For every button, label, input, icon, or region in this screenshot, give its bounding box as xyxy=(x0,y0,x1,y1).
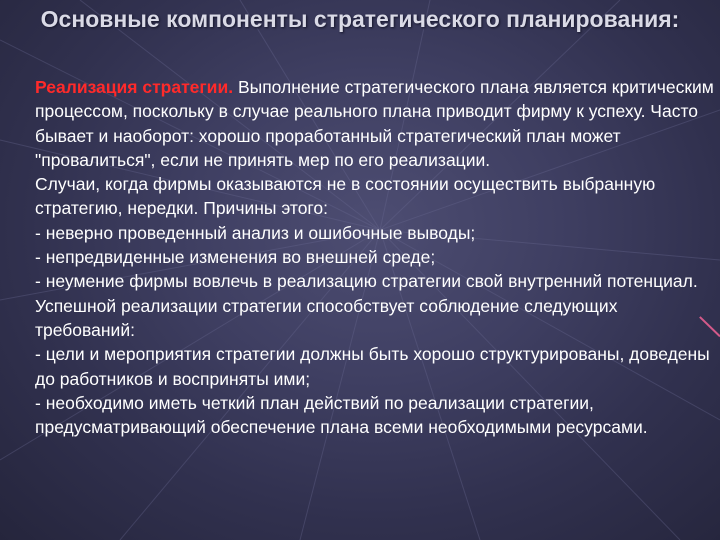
slide-body xyxy=(18,75,714,439)
list-item: - непредвиденные изменения во внешней среде; xyxy=(35,247,436,268)
intro-paragraph xyxy=(18,75,714,172)
term-strategy-implementation: Реализация стратегии. xyxy=(35,77,234,97)
slide-title: Основные компоненты стратегического планирования: xyxy=(40,6,680,32)
intro-text: Выполнение стратегического плана является критическим процессом, поскольку в случае реального плана приводит фирму к успеху. Часто бывает и наоборот: хорошо проработанный стратегический план может "провалиться", если не принять мер по его реализации. xyxy=(35,77,714,170)
failure-paragraph: Случаи, когда фирмы оказываются не в состоянии осуществить выбранную стратегию, нередки. Причины этого: xyxy=(35,174,656,219)
requirements-paragraph: Успешной реализации стратегии способствует соблюдение следующих требований: xyxy=(35,295,618,340)
list-item: - цели и мероприятия стратегии должны быть хорошо структурированы, доведены до работников и восприняты ими; xyxy=(35,344,710,389)
list-item: - неумение фирмы вовлечь в реализацию стратегии свой внутренний потенциал. xyxy=(35,271,698,292)
list-item: - неверно проведенный анализ и ошибочные выводы; xyxy=(35,222,476,243)
list-item: - необходимо иметь четкий план действий по реализации стратегии, предусматривающий обеспечение плана всеми необходимыми ресурсами. xyxy=(35,392,648,438)
